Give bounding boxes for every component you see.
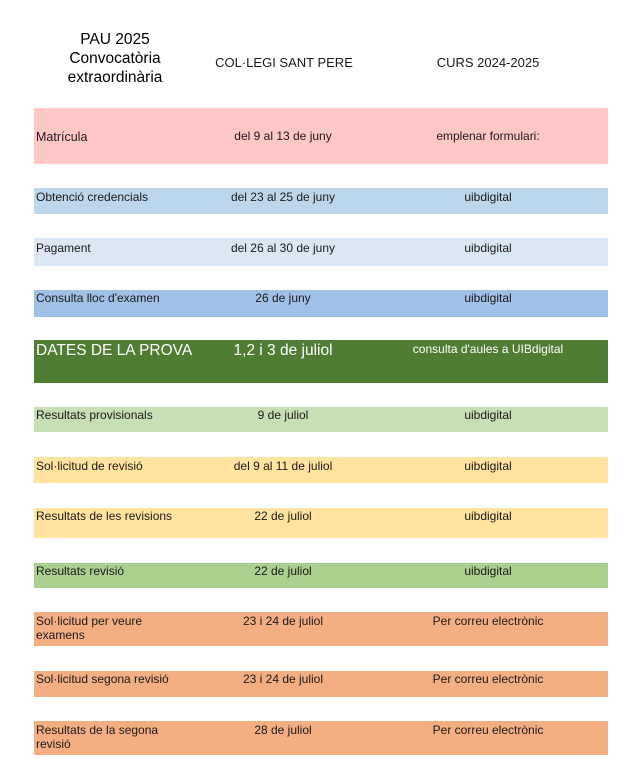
- row-date: 23 i 24 de juliol: [242, 672, 324, 686]
- row-label: Sol·licitud per veure examens: [36, 614, 143, 642]
- title-line-3: extraordinària: [67, 69, 163, 86]
- schedule-row-dates-prova: [34, 340, 608, 383]
- row-date: 23 i 24 de juliol: [242, 614, 324, 628]
- schedule-row-resultats-revisio: [34, 563, 608, 588]
- row-where: consulta d'aules a UIBdigital: [412, 342, 564, 356]
- row-label: Pagament: [36, 241, 91, 255]
- schedule-row-segona-revisio: [34, 671, 608, 697]
- row-label: Obtenció credencials: [36, 190, 149, 204]
- row-date: 28 de juliol: [254, 723, 312, 737]
- row-date: 22 de juliol: [254, 564, 312, 578]
- row-date: del 9 al 11 de juliol: [233, 459, 333, 473]
- row-where: uibdigital: [464, 509, 512, 523]
- schedule-row-resultats-provisionals: [34, 407, 608, 432]
- row-label: Resultats revisió: [36, 564, 125, 578]
- schedule-row-credencials: [34, 188, 608, 214]
- row-where: uibdigital: [464, 291, 512, 305]
- page-title: [40, 30, 190, 87]
- schedule-row-sollicitud-revisio: [34, 457, 608, 483]
- row-label: Resultats provisionals: [36, 408, 153, 422]
- row-date: del 26 al 30 de juny: [230, 241, 336, 255]
- schedule-row-pagament: [34, 238, 608, 266]
- row-date: 9 de juliol: [257, 408, 309, 422]
- row-label: DATES DE LA PROVA: [36, 342, 193, 359]
- row-label: Sol·licitud de revisió: [36, 459, 143, 473]
- schedule-row-resultats-segona-revisio: [34, 721, 608, 755]
- schedule-row-lloc-examen: [34, 290, 608, 317]
- title-line-2: Convocatòria: [69, 50, 161, 67]
- school-name: COL·LEGI SANT PERE: [215, 55, 353, 70]
- row-label: Resultats de les revisions: [36, 509, 173, 523]
- row-date: 1,2 i 3 de juliol: [233, 342, 333, 359]
- title-line-1: PAU 2025: [80, 31, 150, 48]
- row-date: del 9 al 13 de juny: [234, 129, 332, 143]
- row-date: 22 de juliol: [254, 509, 312, 523]
- row-date: del 23 al 25 de juny: [230, 190, 336, 204]
- row-where: uibdigital: [464, 564, 512, 578]
- row-label: Resultats de la segona revisió: [36, 723, 159, 751]
- row-where: uibdigital: [464, 408, 512, 422]
- schedule-row-matricula: [34, 108, 608, 164]
- row-label: Sol·licitud segona revisió: [36, 672, 169, 686]
- schedule-row-resultats-revisions: [34, 508, 608, 538]
- row-where: emplenar formulari:: [436, 129, 540, 143]
- row-where: uibdigital: [464, 190, 512, 204]
- row-date: 26 de juny: [255, 291, 311, 305]
- row-where: uibdigital: [464, 241, 512, 255]
- course-year: CURS 2024-2025: [436, 55, 540, 70]
- row-label: Consulta lloc d'examen: [36, 291, 160, 305]
- row-label: Matrícula: [36, 130, 88, 144]
- row-where: uibdigital: [464, 459, 512, 473]
- row-where: Per correu electrònic: [432, 723, 544, 737]
- schedule-row-veure-examens: [34, 612, 608, 646]
- row-where: Per correu electrònic: [432, 614, 544, 628]
- row-where: Per correu electrònic: [432, 672, 544, 686]
